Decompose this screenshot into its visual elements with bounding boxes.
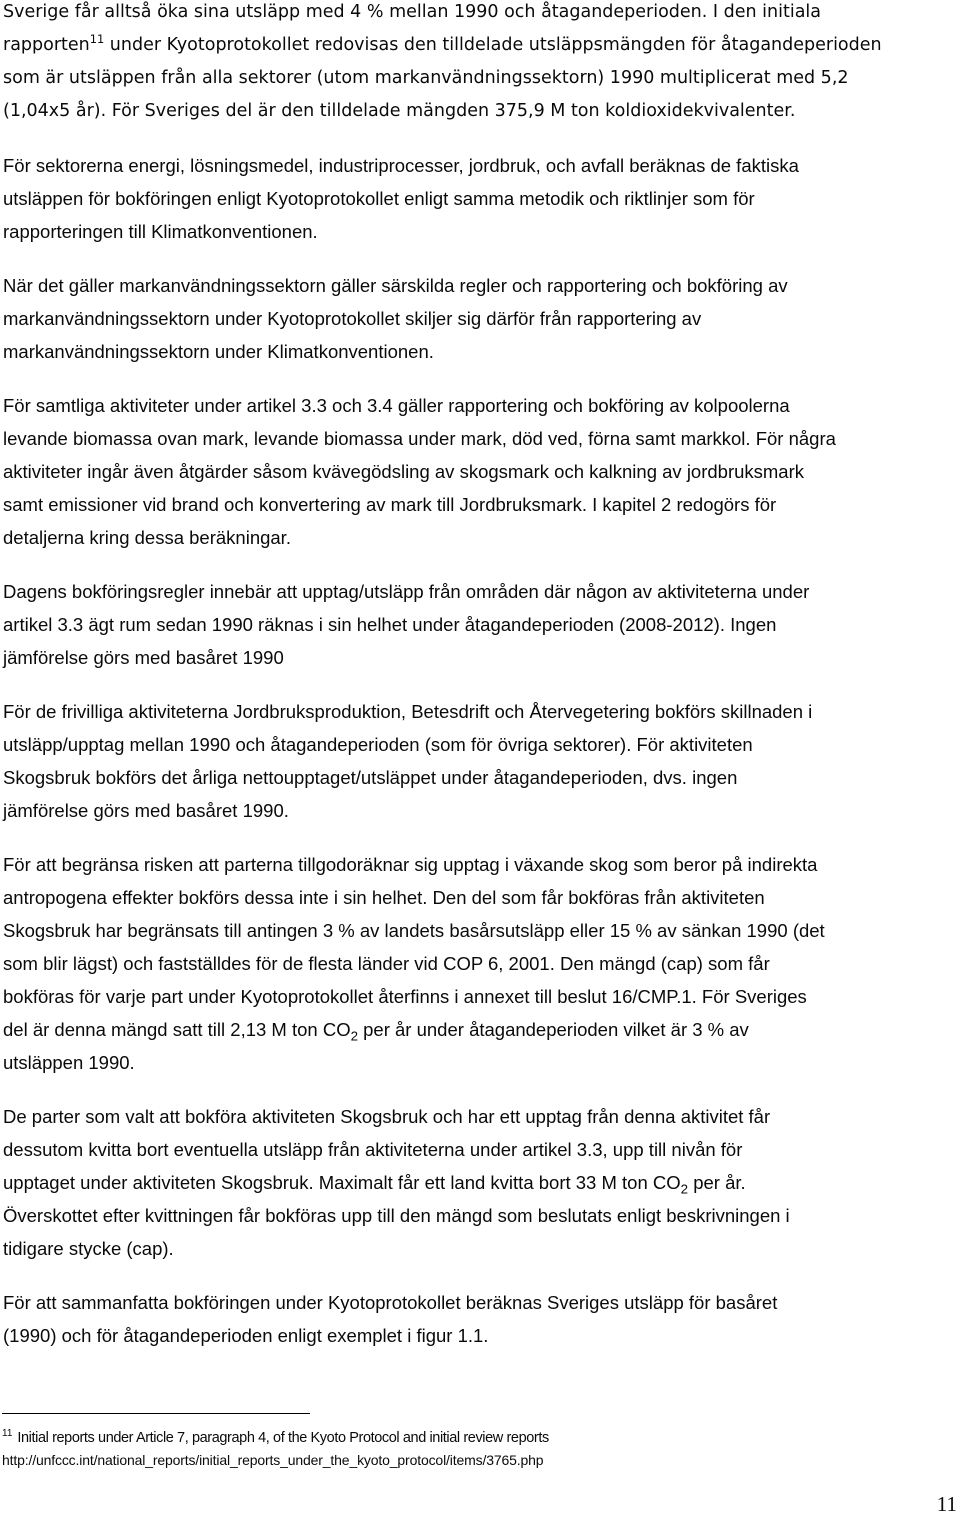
text-line: markanvändningssektorn under Klimatkonventionen. [3,341,434,362]
footnote-text: Initial reports under Article 7, paragraph 4, of the Kyoto Protocol and initial review reports [17,1430,549,1446]
page-number: 11 [936,1492,957,1516]
text-line [3,29,956,62]
paragraph-offsetting [3,1100,956,1265]
text-line: Skogsbruk har begränsats till antingen 3 % av landets basårsutsläpp eller 15 % av sänkan 1990 (det [3,920,825,941]
text-segment: under Kyotoprotokollet redovisas den tilldelade utsläppsmängden för åtagandeperioden [104,35,882,55]
text-line: Dagens bokföringsregler innebär att upptag/utsläpp från områden där någon av aktiviteterna under [3,581,810,602]
text-segment: upptaget under aktiviteten Skogsbruk. Maximalt får ett land kvitta bort 33 M ton CO [3,1172,681,1193]
text-line: Skogsbruk bokförs det årliga nettoupptaget/utsläppet under åtagandeperioden, dvs. ingen [3,767,738,788]
text-line: utsläpp/upptag mellan 1990 och åtagandeperioden (som för övriga sektorer). För aktiviteten [3,734,753,755]
subscript: 2 [680,1181,689,1197]
paragraph-voluntary-activities [3,695,956,827]
text-segment: per år. [688,1172,746,1193]
text-line: För samtliga aktiviteter under artikel 3.3 och 3.4 gäller rapportering och bokföring av kolpoolerna [3,395,790,416]
text-line: När det gäller markanvändningssektorn gäller särskilda regler och rapportering och bokföring av [3,275,788,296]
paragraph-assigned-amount [3,0,956,128]
text-line: rapporteringen till Klimatkonventionen. [3,221,318,242]
text-line: bokföras för varje part under Kyotoprotokollet återfinns i annexet till beslut 16/CMP.1. För Sveriges [3,986,807,1007]
paragraph-summary [3,1286,956,1352]
text-line: Sverige får alltså öka sina utsläpp med 4 % mellan 1990 och åtagandeperioden. I den initiala [3,2,822,22]
text-line: För de frivilliga aktiviteterna Jordbruksproduktion, Betesdrift och Återvegetering bokförs skillnaden i [3,701,813,722]
paragraph-cap [3,848,956,1079]
text-line: jämförelse görs med basåret 1990 [3,647,284,668]
text-line: För att sammanfatta bokföringen under Kyotoprotokollet beräknas Sveriges utsläpp för basåret [3,1292,778,1313]
text-line: aktiviteter ingår även åtgärder såsom kvävegödsling av skogsmark och kalkning av jordbruksmark [3,461,805,482]
text-line: De parter som valt att bokföra aktiviteten Skogsbruk och har ett upptag från denna aktivitet får [3,1106,771,1127]
paragraph-accounting-rules [3,575,956,674]
text-line: För sektorerna energi, lösningsmedel, industriprocesser, jordbruk, och avfall beräknas de faktiska [3,155,799,176]
main-text [3,0,956,1373]
paragraph-carbon-pools [3,389,956,554]
footnote-reference: 11 [89,32,105,47]
paragraph-land-use [3,269,956,368]
text-line: Överskottet efter kvittningen får bokföras upp till den mängd som beslutats enligt beskrivningen i [3,1205,790,1226]
text-line: detaljerna kring dessa beräkningar. [3,527,291,548]
text-line: samt emissioner vid brand och konvertering av mark till Jordbruksmark. I kapitel 2 redogörs för [3,494,777,515]
text-line: antropogena effekter bokförs dessa inte i sin helhet. Den del som får bokföras från aktiviteten [3,887,765,908]
text-line: (1990) och för åtagandeperioden enligt exemplet i figur 1.1. [3,1325,489,1346]
text-line [3,1013,956,1046]
text-segment: del är denna mängd satt till 2,13 M ton CO [3,1019,351,1040]
footnote-separator [2,1413,310,1414]
footnote-area [2,1413,942,1471]
text-line: utsläppen för bokföringen enligt Kyotoprotokollet enligt samma metodik och riktlinjer som för [3,188,755,209]
text-line: (1,04x5 år). För Sveriges del är den tilldelade mängden 375,9 M ton koldioxidekvivalenter. [3,101,796,121]
footnote-number: 11 [2,1428,13,1440]
text-line: jämförelse görs med basåret 1990. [3,800,289,821]
text-line: levande biomassa ovan mark, levande biomassa under mark, död ved, förna samt markkol. För några [3,428,836,449]
text-line: som är utsläppen från alla sektorer (utom markanvändningssektorn) 1990 multiplicerat med 5,2 [3,68,849,88]
text-line: som blir lägst) och fastställdes för de flesta länder vid COP 6, 2001. Den mängd (cap) som får [3,953,770,974]
text-line [3,1166,956,1199]
footnote-line [2,1427,942,1449]
text-segment: per år under åtagandeperioden vilket är 3 % av [358,1019,749,1040]
text-line: utsläppen 1990. [3,1052,135,1073]
subscript: 2 [350,1028,358,1044]
text-segment: rapporten [3,35,90,55]
paragraph-sectors [3,149,956,248]
text-line: För att begränsa risken att parterna tillgodoräknar sig upptag i växande skog som beror på indirekta [3,854,818,875]
text-line: artikel 3.3 ägt rum sedan 1990 räknas i sin helhet under åtagandeperioden (2008-2012). Ingen [3,614,777,635]
text-line: markanvändningssektorn under Kyotoprotokollet skiljer sig därför från rapportering av [3,308,702,329]
footnote-url: http://unfccc.int/national_reports/initial_reports_under_the_kyoto_protocol/items/3765.php [2,1452,544,1468]
text-line: tidigare stycke (cap). [3,1238,174,1259]
text-line: dessutom kvitta bort eventuella utsläpp från aktiviteterna under artikel 3.3, upp till nivån för [3,1139,743,1160]
